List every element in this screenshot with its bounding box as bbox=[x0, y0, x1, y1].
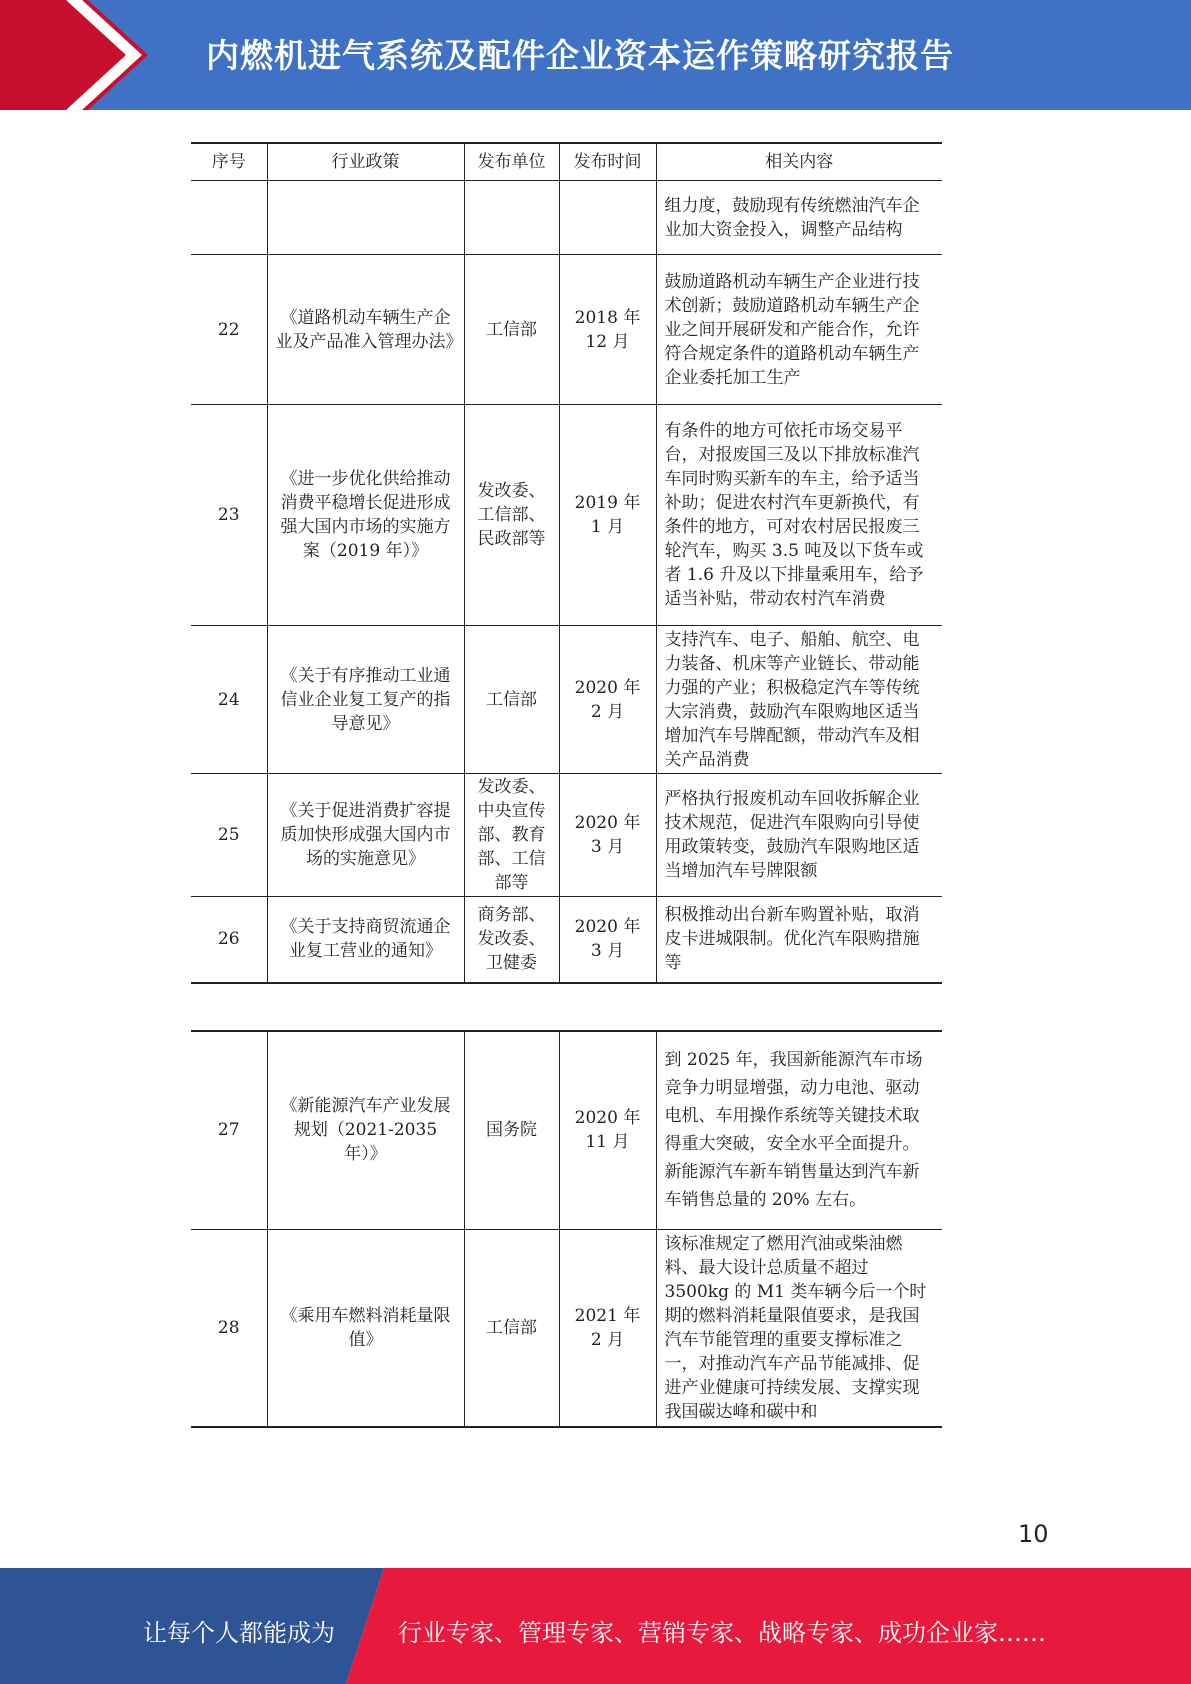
table-row bbox=[191, 626, 942, 774]
page-header bbox=[0, 0, 1191, 110]
table-row bbox=[191, 255, 942, 405]
row-content: 严格执行报废机动车回收拆解企业技术规范，促进汽车限购向引导使用政策转变，鼓励汽车限购地区适当增加汽车号牌限额 bbox=[656, 774, 942, 897]
footer-slogan-left: 让每个人都能成为 bbox=[143, 1619, 335, 1647]
row-content: 支持汽车、电子、船舶、航空、电力装备、机床等产业链长、带动能力强的产业；积极稳定汽车等传统大宗消费，鼓励汽车限购地区适当增加汽车号牌配额，带动汽车及相关产品消费 bbox=[656, 626, 942, 774]
row-no: 24 bbox=[191, 626, 267, 774]
row-time: 2020 年 2 月 bbox=[559, 626, 656, 774]
table-row bbox=[191, 181, 942, 255]
row-content: 鼓励道路机动车辆生产企业进行技术创新；鼓励道路机动车辆生产企业之间开展研发和产能合作，允许符合规定条件的道路机动车辆生产企业委托加工生产 bbox=[656, 255, 942, 405]
header-red-chevron bbox=[0, 0, 148, 110]
table-row bbox=[191, 774, 942, 897]
header-policy: 行业政策 bbox=[267, 143, 464, 181]
row-time: 2019 年 1 月 bbox=[559, 405, 656, 626]
row-content: 积极推动出台新车购置补贴，取消皮卡进城限制。优化汽车限购措施等 bbox=[656, 897, 942, 983]
row-policy: 《进一步优化供给推动消费平稳增长促进形成强大国内市场的实施方案（2019 年）》 bbox=[267, 405, 464, 626]
row-policy: 《关于促进消费扩容提质加快形成强大国内市场的实施意见》 bbox=[267, 774, 464, 897]
row-no: 25 bbox=[191, 774, 267, 897]
row-unit bbox=[464, 181, 559, 255]
header-unit: 发布单位 bbox=[464, 143, 559, 181]
row-time: 2020 年 3 月 bbox=[559, 897, 656, 983]
header-content: 相关内容 bbox=[656, 143, 942, 181]
row-time bbox=[559, 181, 656, 255]
table-row bbox=[191, 405, 942, 626]
header-time: 发布时间 bbox=[559, 143, 656, 181]
row-no: 28 bbox=[191, 1229, 267, 1427]
row-content: 该标准规定了燃用汽油或柴油燃料、最大设计总质量不超过 3500kg 的 M1 类车辆今后一个时期的燃料消耗量限值要求，是我国汽车节能管理的重要支撑标准之一，对推动汽车产品节能减排、促进产业健康可持续发展、支撑实现我国碳达峰和碳中和 bbox=[656, 1229, 942, 1427]
row-time: 2018 年 12 月 bbox=[559, 255, 656, 405]
row-policy: 《道路机动车辆生产企业及产品准入管理办法》 bbox=[267, 255, 464, 405]
row-time: 2021 年 2 月 bbox=[559, 1229, 656, 1427]
table-row bbox=[191, 1031, 942, 1229]
row-unit: 发改委、工信部、民政部等 bbox=[464, 405, 559, 626]
row-time: 2020 年 11 月 bbox=[559, 1031, 656, 1229]
row-no: 27 bbox=[191, 1031, 267, 1229]
row-content: 有条件的地方可依托市场交易平台，对报废国三及以下排放标准汽车同时购买新车的车主，给予适当补助；促进农村汽车更新换代，有条件的地方，可对农村居民报废三轮汽车，购买 3.5 吨及以下货车或者 1.6 升及以下排量乘用车，给予适当补贴，带动农村汽车消费 bbox=[656, 405, 942, 626]
policy-table-part2 bbox=[191, 1030, 942, 1428]
row-no: 22 bbox=[191, 255, 267, 405]
row-no: 26 bbox=[191, 897, 267, 983]
row-unit: 工信部 bbox=[464, 1229, 559, 1427]
page-number: 10 bbox=[1018, 1520, 1049, 1548]
row-unit: 工信部 bbox=[464, 626, 559, 774]
row-no: 23 bbox=[191, 405, 267, 626]
table-header-row bbox=[191, 143, 942, 181]
row-policy: 《关于有序推动工业通信业企业复工复产的指导意见》 bbox=[267, 626, 464, 774]
report-title: 内燃机进气系统及配件企业资本运作策略研究报告 bbox=[206, 36, 954, 75]
row-unit: 发改委、中央宣传部、教育部、工信部等 bbox=[464, 774, 559, 897]
table-row bbox=[191, 897, 942, 983]
row-unit: 国务院 bbox=[464, 1031, 559, 1229]
row-time: 2020 年 3 月 bbox=[559, 774, 656, 897]
row-no bbox=[191, 181, 267, 255]
table-row bbox=[191, 1229, 942, 1427]
row-unit: 商务部、发改委、卫健委 bbox=[464, 897, 559, 983]
row-policy: 《关于支持商贸流通企业复工营业的通知》 bbox=[267, 897, 464, 983]
row-content: 到 2025 年，我国新能源汽车市场竞争力明显增强，动力电池、驱动电机、车用操作系统等关键技术取得重大突破，安全水平全面提升。新能源汽车新车销售量达到汽车新车销售总量的 20% 左右。 bbox=[656, 1031, 942, 1229]
row-unit: 工信部 bbox=[464, 255, 559, 405]
row-policy bbox=[267, 181, 464, 255]
policy-table-part1 bbox=[191, 142, 942, 984]
footer-slogan-right: 行业专家、管理专家、营销专家、战略专家、成功企业家…… bbox=[398, 1619, 1046, 1647]
row-policy: 《新能源汽车产业发展规划（2021-2035 年）》 bbox=[267, 1031, 464, 1229]
row-content: 组力度，鼓励现有传统燃油汽车企业加大资金投入，调整产品结构 bbox=[656, 181, 942, 255]
header-no: 序号 bbox=[191, 143, 267, 181]
row-policy: 《乘用车燃料消耗量限值》 bbox=[267, 1229, 464, 1427]
